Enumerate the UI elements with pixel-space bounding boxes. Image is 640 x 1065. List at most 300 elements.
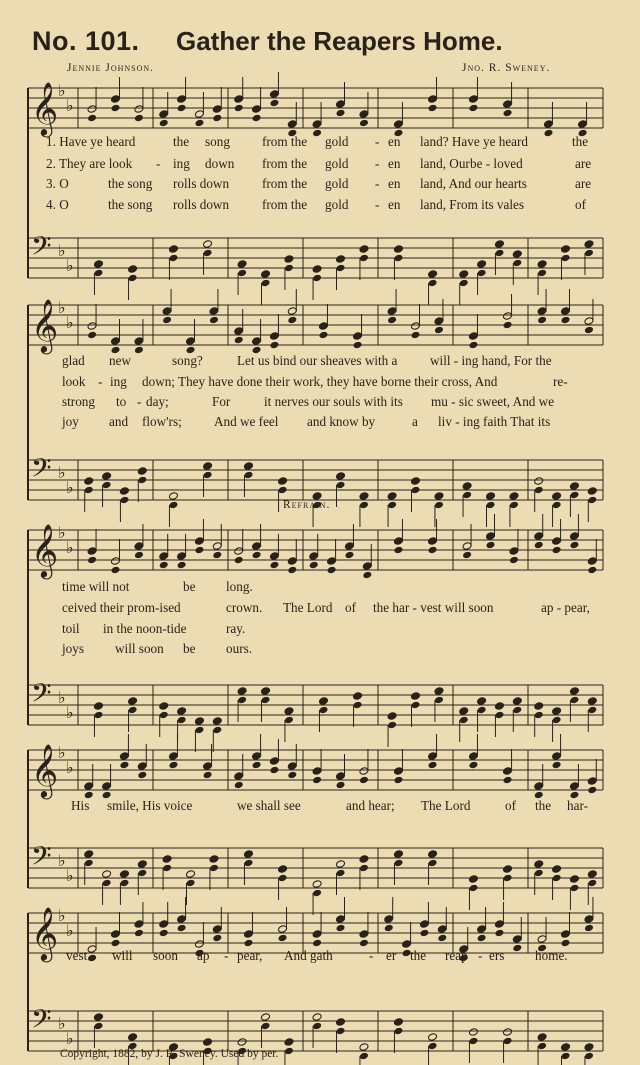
lyric-line-3-2: ceived their prom-ised crown. The Lord of the har - vest will soon ap - pear, <box>62 600 590 615</box>
note-head <box>509 492 519 501</box>
note-head <box>584 317 594 326</box>
note-head <box>584 249 594 258</box>
note-head <box>212 105 222 114</box>
note-head <box>93 1013 103 1022</box>
note-head <box>269 332 279 341</box>
note-head <box>387 501 397 510</box>
note-head <box>209 855 219 864</box>
note-head <box>134 551 144 560</box>
note-head <box>111 95 121 104</box>
note-head <box>284 1047 294 1056</box>
note-head <box>509 501 519 510</box>
note-head <box>393 1018 403 1027</box>
note-head <box>534 486 544 495</box>
note-head <box>134 929 144 938</box>
note-head <box>477 925 487 934</box>
note-head <box>359 501 369 510</box>
note-head <box>459 716 469 725</box>
note-head <box>287 762 297 771</box>
note-head <box>552 716 562 725</box>
note-head <box>243 859 253 868</box>
note-head <box>203 762 213 771</box>
note-head <box>119 487 129 496</box>
note-head <box>318 331 328 340</box>
note-head <box>428 546 438 555</box>
note-head <box>468 884 478 893</box>
note-head <box>561 939 571 948</box>
note-head <box>336 1027 346 1036</box>
note-head <box>534 541 544 550</box>
note-head <box>168 752 178 761</box>
note-head <box>459 707 469 716</box>
note-head <box>477 934 487 943</box>
note-head <box>512 706 522 715</box>
note-head <box>336 915 346 924</box>
note-head <box>552 874 562 883</box>
note-head <box>327 566 337 575</box>
note-head <box>344 542 354 551</box>
note-head <box>393 859 403 868</box>
note-head <box>503 109 513 118</box>
note-head <box>111 337 121 346</box>
note-head <box>486 541 496 550</box>
note-head <box>503 767 513 776</box>
treble-clef-icon: 𝄞 <box>31 906 59 960</box>
note-head <box>168 245 178 254</box>
note-head <box>312 930 322 939</box>
note-head <box>287 316 297 325</box>
note-head <box>336 264 346 273</box>
note-head <box>393 537 403 546</box>
note-head <box>128 697 138 706</box>
note-head <box>353 332 363 341</box>
note-head <box>203 462 213 471</box>
lyric-line-2-1: glad new song? Let us bind our sheaves with a will - ing hand, For the <box>62 353 552 368</box>
note-head <box>111 104 121 113</box>
note-head <box>111 557 121 566</box>
note-head <box>111 566 121 575</box>
note-head <box>177 561 187 570</box>
lyric-line-2-2: look - ing down; They have done their work, they have borne their cross, And re- <box>62 374 568 389</box>
note-head <box>411 486 421 495</box>
note-head <box>111 939 121 948</box>
lyric-line-3-3: toil in the noon-tide ray. <box>62 621 246 636</box>
note-head <box>203 240 213 249</box>
note-head <box>411 322 421 331</box>
note-head <box>569 875 579 884</box>
note-head <box>93 1022 103 1031</box>
note-head <box>512 259 522 268</box>
note-head <box>237 260 247 269</box>
note-head <box>243 939 253 948</box>
note-head <box>84 486 94 495</box>
note-head <box>194 717 204 726</box>
note-head <box>252 105 262 114</box>
note-head <box>87 322 97 331</box>
note-head <box>552 761 562 770</box>
note-head <box>428 850 438 859</box>
note-head <box>194 546 204 555</box>
flat-icon: ♭ <box>66 256 74 275</box>
note-head <box>168 254 178 263</box>
note-head <box>252 114 262 123</box>
note-head <box>428 95 438 104</box>
note-head <box>177 716 187 725</box>
note-head <box>336 472 346 481</box>
note-head <box>336 781 346 790</box>
note-head <box>387 316 397 325</box>
treble-staff <box>28 514 603 579</box>
note-head <box>459 270 469 279</box>
note-head <box>312 120 322 129</box>
note-head <box>387 712 397 721</box>
note-head <box>287 566 297 575</box>
note-head <box>269 99 279 108</box>
note-head <box>428 537 438 546</box>
note-head <box>119 879 129 888</box>
note-head <box>569 491 579 500</box>
lyric-line-5-1: vest will soon ap - pear, And gath - er the reap - ers home. <box>66 948 568 963</box>
note-head <box>237 687 247 696</box>
flat-icon: ♭ <box>58 743 66 762</box>
flat-icon: ♭ <box>66 758 74 777</box>
note-head <box>462 542 472 551</box>
note-head <box>269 766 279 775</box>
note-head <box>503 1037 513 1046</box>
bass-staff <box>28 452 603 527</box>
note-head <box>261 687 271 696</box>
note-head <box>234 95 244 104</box>
hymn-number: No. 101. <box>32 26 140 56</box>
note-head <box>168 761 178 770</box>
note-head <box>552 501 562 510</box>
treble-clef-icon: 𝄞 <box>31 743 59 797</box>
note-head <box>434 687 444 696</box>
note-head <box>393 254 403 263</box>
note-head <box>503 321 513 330</box>
treble-staff <box>28 72 603 137</box>
note-head <box>552 546 562 555</box>
note-head <box>102 472 112 481</box>
note-head <box>561 254 571 263</box>
bass-clef-icon: 𝄢 <box>31 230 52 268</box>
note-head <box>168 501 178 510</box>
note-head <box>468 761 478 770</box>
note-head <box>119 870 129 879</box>
note-head <box>168 492 178 501</box>
note-head <box>287 307 297 316</box>
note-head <box>312 889 322 898</box>
note-head <box>318 706 328 715</box>
note-head <box>434 326 444 335</box>
note-head <box>419 920 429 929</box>
note-head <box>411 331 421 340</box>
note-head <box>312 767 322 776</box>
note-head <box>84 859 94 868</box>
note-head <box>162 316 172 325</box>
bass-clef-icon: 𝄢 <box>31 840 52 878</box>
note-head <box>362 562 372 571</box>
bass-staff <box>28 230 603 305</box>
note-head <box>434 317 444 326</box>
note-head <box>203 1038 213 1047</box>
note-head <box>261 1022 271 1031</box>
note-head <box>87 556 97 565</box>
note-head <box>318 322 328 331</box>
treble-staff <box>28 289 603 354</box>
lyric-line-3-1: time will not be long. <box>62 579 253 594</box>
note-head <box>336 255 346 264</box>
note-head <box>509 547 519 556</box>
note-head <box>119 752 129 761</box>
note-head <box>237 269 247 278</box>
note-head <box>411 692 421 701</box>
flat-icon: ♭ <box>66 703 74 722</box>
note-head <box>243 850 253 859</box>
note-head <box>177 924 187 933</box>
note-head <box>344 551 354 560</box>
note-head <box>402 940 412 949</box>
note-head <box>278 934 288 943</box>
note-head <box>411 477 421 486</box>
note-head <box>212 542 222 551</box>
note-head <box>134 337 144 346</box>
music-system-3 <box>0 520 640 720</box>
note-head <box>468 104 478 113</box>
note-head <box>87 114 97 123</box>
note-head <box>269 561 279 570</box>
note-head <box>287 771 297 780</box>
note-head <box>509 556 519 565</box>
note-head <box>503 776 513 785</box>
composer-credit: Jno. R. Sweney. <box>462 62 551 74</box>
note-head <box>212 114 222 123</box>
note-head <box>477 260 487 269</box>
note-head <box>578 120 588 129</box>
note-head <box>237 696 247 705</box>
note-head <box>309 552 319 561</box>
note-head <box>419 929 429 938</box>
note-head <box>243 462 253 471</box>
note-head <box>102 870 112 879</box>
note-head <box>312 1013 322 1022</box>
note-head <box>512 697 522 706</box>
note-head <box>318 697 328 706</box>
note-head <box>428 104 438 113</box>
flat-icon: ♭ <box>66 478 74 497</box>
note-head <box>93 711 103 720</box>
note-head <box>437 934 447 943</box>
note-head <box>284 716 294 725</box>
note-head <box>284 264 294 273</box>
note-head <box>393 850 403 859</box>
lyric-line-4-1: His smile, His voice we shall see and hear; The Lord of the har- <box>71 798 588 813</box>
note-head <box>359 1052 369 1061</box>
bass-clef-icon: 𝄢 <box>31 1003 52 1041</box>
note-head <box>543 120 553 129</box>
note-head <box>393 767 403 776</box>
note-head <box>359 939 369 948</box>
note-head <box>159 110 169 119</box>
note-head <box>584 1043 594 1052</box>
note-head <box>159 929 169 938</box>
note-head <box>177 915 187 924</box>
note-head <box>428 859 438 868</box>
note-head <box>134 920 144 929</box>
note-head <box>209 864 219 873</box>
treble-clef-icon: 𝄞 <box>31 523 59 577</box>
note-head <box>359 254 369 263</box>
note-head <box>359 776 369 785</box>
note-head <box>336 772 346 781</box>
note-head <box>252 542 262 551</box>
note-head <box>468 341 478 350</box>
note-head <box>494 702 504 711</box>
note-head <box>428 761 438 770</box>
note-head <box>128 1033 138 1042</box>
note-head <box>503 1028 513 1037</box>
lyric-line-2-4: joy and flow'rs; And we feel and know by a liv - ing faith That its <box>62 414 551 429</box>
note-head <box>512 935 522 944</box>
note-head <box>569 884 579 893</box>
flat-icon: ♭ <box>58 523 66 542</box>
note-head <box>486 532 496 541</box>
note-head <box>569 541 579 550</box>
note-head <box>194 537 204 546</box>
note-head <box>312 776 322 785</box>
note-head <box>503 865 513 874</box>
note-head <box>353 341 363 350</box>
note-head <box>503 312 513 321</box>
note-head <box>584 915 594 924</box>
note-head <box>393 245 403 254</box>
note-head <box>243 471 253 480</box>
lyric-line-1-2: 2. They are look - ing down from the gold - en land, Our be - loved are <box>46 156 592 171</box>
note-head <box>462 551 472 560</box>
note-head <box>569 482 579 491</box>
flat-icon: ♭ <box>58 241 66 260</box>
note-head <box>93 702 103 711</box>
note-head <box>428 1042 438 1051</box>
note-head <box>534 702 544 711</box>
note-head <box>261 279 271 288</box>
note-head <box>237 1038 247 1047</box>
note-head <box>159 711 169 720</box>
note-head <box>503 874 513 883</box>
note-head <box>234 336 244 345</box>
note-head <box>336 869 346 878</box>
note-head <box>459 279 469 288</box>
flat-icon: ♭ <box>58 298 66 317</box>
note-head <box>477 706 487 715</box>
note-head <box>537 269 547 278</box>
note-head <box>312 880 322 889</box>
note-head <box>561 245 571 254</box>
note-head <box>552 537 562 546</box>
treble-staff <box>28 734 603 799</box>
flat-icon: ♭ <box>66 1029 74 1048</box>
note-head <box>353 701 363 710</box>
note-head <box>534 869 544 878</box>
note-head <box>587 496 597 505</box>
note-head <box>102 782 112 791</box>
note-head <box>411 701 421 710</box>
note-head <box>128 706 138 715</box>
copyright-notice: Copyright, 1882, by J. R. Sweney. Used by per. <box>60 1048 279 1060</box>
note-head <box>284 1038 294 1047</box>
note-head <box>503 100 513 109</box>
note-head <box>243 930 253 939</box>
note-head <box>162 307 172 316</box>
note-head <box>261 270 271 279</box>
note-head <box>587 697 597 706</box>
note-head <box>468 875 478 884</box>
note-head <box>203 249 213 258</box>
note-head <box>336 860 346 869</box>
note-head <box>534 477 544 486</box>
note-head <box>159 561 169 570</box>
note-head <box>537 935 547 944</box>
note-head <box>128 274 138 283</box>
note-head <box>312 1022 322 1031</box>
note-head <box>494 920 504 929</box>
note-head <box>462 491 472 500</box>
note-head <box>137 476 147 485</box>
note-head <box>336 109 346 118</box>
flat-icon: ♭ <box>58 688 66 707</box>
bass-clef-icon: 𝄢 <box>31 452 52 490</box>
note-head <box>137 771 147 780</box>
note-head <box>269 552 279 561</box>
note-head <box>119 496 129 505</box>
note-head <box>212 726 222 735</box>
note-head <box>428 1033 438 1042</box>
note-head <box>537 260 547 269</box>
note-head <box>102 879 112 888</box>
flat-icon: ♭ <box>66 313 74 332</box>
flat-icon: ♭ <box>66 96 74 115</box>
note-head <box>494 249 504 258</box>
note-head <box>212 551 222 560</box>
note-head <box>269 90 279 99</box>
note-head <box>359 119 369 128</box>
note-head <box>269 757 279 766</box>
bass-clef-icon: 𝄢 <box>31 677 52 715</box>
note-head <box>534 711 544 720</box>
note-head <box>278 486 288 495</box>
note-head <box>569 696 579 705</box>
note-head <box>534 860 544 869</box>
note-head <box>159 552 169 561</box>
note-head <box>203 771 213 780</box>
note-head <box>137 860 147 869</box>
note-head <box>552 707 562 716</box>
note-head <box>584 1052 594 1061</box>
lyricist-credit: Jennie Johnson. <box>67 62 155 74</box>
note-head <box>137 869 147 878</box>
note-head <box>359 767 369 776</box>
note-head <box>552 752 562 761</box>
note-head <box>468 1037 478 1046</box>
note-head <box>561 1052 571 1061</box>
note-head <box>387 492 397 501</box>
note-head <box>359 930 369 939</box>
note-head <box>137 467 147 476</box>
note-head <box>393 120 403 129</box>
note-head <box>587 706 597 715</box>
flat-icon: ♭ <box>58 1014 66 1033</box>
note-head <box>486 492 496 501</box>
